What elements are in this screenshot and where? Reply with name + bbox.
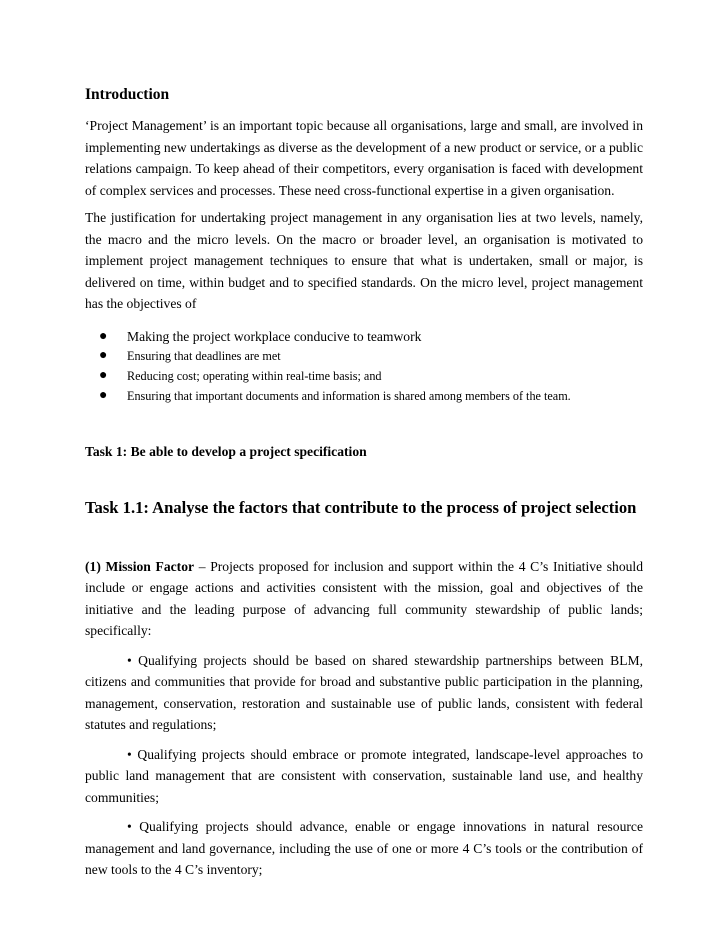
- qualifying-point-2: • Qualifying projects should embrace or promote integrated, landscape-level approaches to public land management that are consistent with conservation, sustainable land use, and healthy communities;: [85, 746, 643, 805]
- task-1-1-heading: Task 1.1: Analyse the factors that contribute to the process of project selection: [85, 497, 637, 517]
- list-item: [85, 327, 643, 346]
- task-1-heading: Task 1: Be able to develop a project specification: [85, 443, 367, 459]
- bullet-icon: ●: [99, 328, 108, 344]
- mission-factor-paragraph: [85, 556, 643, 642]
- mission-factor-text: – Projects proposed for inclusion and support within the 4 C’s Initiative should include or engage actions and activities consistent with the mission, goal and objectives of the initiative and the leading purpose of advancing full community stewardship of public lands; specifically:: [85, 558, 643, 638]
- list-item-text: Making the project workplace conducive to teamwork: [127, 328, 422, 344]
- list-item: [85, 386, 643, 406]
- list-item-text: Ensuring that deadlines are met: [127, 348, 281, 363]
- introduction-heading: Introduction: [85, 86, 170, 103]
- intro-paragraph-1: ‘Project Management’ is an important topic because all organisations, large and small, are involved in implementing new undertakings as diverse as the development of a new product or service, or a public relations campaign. To keep ahead of their competitors, every organisation is faced with development of complex services and processes. These need cross-functional expertise in a given organisation.: [85, 118, 643, 198]
- document-page: [85, 84, 643, 887]
- list-item: [85, 366, 643, 386]
- bullet-icon: ●: [99, 387, 108, 403]
- list-item-text: Ensuring that important documents and information is shared among members of the team.: [127, 388, 571, 403]
- qualifying-point-3: • Qualifying projects should advance, enable or engage innovations in natural resource management and land governance, including the use of one or more 4 C’s tools or the contribution of new tools to the 4 C’s inventory;: [85, 819, 643, 877]
- qualifying-point-1: • Qualifying projects should be based on shared stewardship partnerships between BLM, citizens and communities that provide for broad and substantive public participation in the planning, management, conservation, restoration and sustainable use of public lands, consistent with federal statutes and regulations;: [85, 652, 643, 732]
- list-item: [85, 346, 643, 366]
- intro-paragraph-2: The justification for undertaking project management in any organisation lies at two levels, namely, the macro and the micro levels. On the macro or broader level, an organisation is motivated to implement project management techniques to ensure that what is undertaken, small or major, is delivered on time, within budget and to specified standards. On the micro level, project management has the objectives of: [85, 210, 643, 311]
- bullet-icon: ●: [99, 347, 108, 363]
- objectives-list: [85, 327, 643, 406]
- mission-factor-label: (1) Mission Factor: [85, 558, 195, 574]
- list-item-text: Reducing cost; operating within real-time basis; and: [127, 368, 382, 383]
- bullet-icon: ●: [99, 367, 108, 383]
